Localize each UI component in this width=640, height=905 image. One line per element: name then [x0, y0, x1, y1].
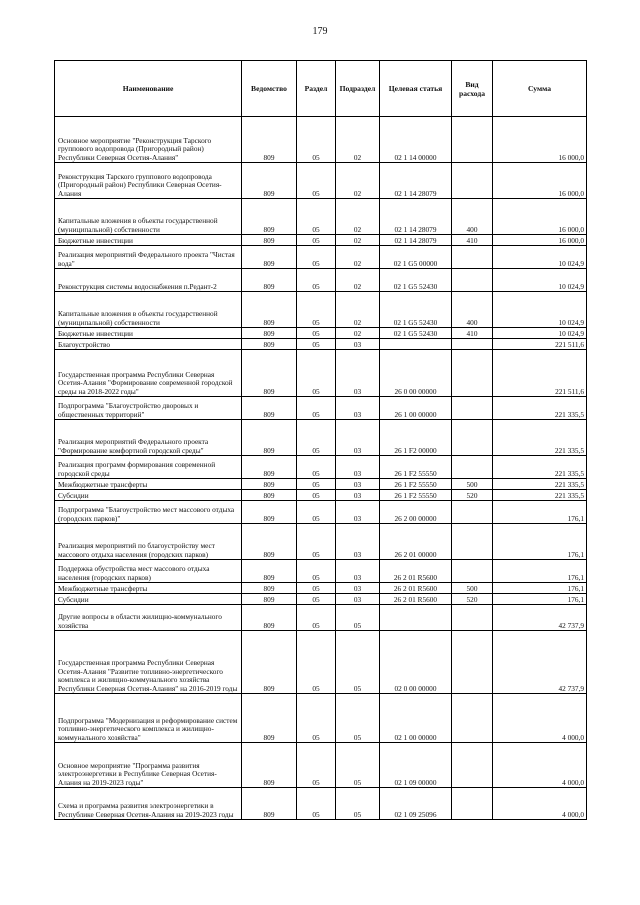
table-row — [55, 594, 587, 605]
row-name-cell: Субсидии — [55, 594, 242, 605]
header-department: Ведомство — [242, 61, 297, 117]
table-row — [55, 631, 587, 694]
row-department-cell: 809 — [242, 560, 297, 583]
row-name-cell: Реализация мероприятий Федерального проекта "Чистая вода" — [55, 246, 242, 269]
row-name-cell: Подпрограмма "Благоустройство мест массового отдыха (городских парков)" — [55, 501, 242, 524]
row-section-cell: 05 — [297, 420, 336, 456]
row-department-cell: 809 — [242, 743, 297, 788]
row-name-cell: Государственная программа Республики Северная Осетия-Алания "Развитие топливно-энергетического комплекса и жилищно-коммунального хозяйства Республики Северная Осетия-Алания" на 2016-2019 годы — [55, 631, 242, 694]
row-expense-type-cell — [452, 246, 493, 269]
row-expense-type-cell — [452, 560, 493, 583]
row-department-cell: 809 — [242, 631, 297, 694]
row-subsection-cell: 03 — [336, 420, 380, 456]
row-subsection-cell: 03 — [336, 350, 380, 397]
table-row — [55, 479, 587, 490]
row-name-cell: Бюджетные инвестиции — [55, 235, 242, 246]
row-section-cell: 05 — [297, 199, 336, 235]
table-row — [55, 605, 587, 631]
row-amount-cell: 10 024,9 — [493, 269, 587, 292]
row-target-article-cell: 02 1 14 28079 — [380, 163, 452, 199]
row-name-cell: Капитальные вложения в объекты государственной (муниципальной) собственности — [55, 199, 242, 235]
row-department-cell: 809 — [242, 397, 297, 420]
header-name: Наименование — [55, 61, 242, 117]
row-subsection-cell: 03 — [336, 479, 380, 490]
row-subsection-cell: 05 — [336, 631, 380, 694]
row-amount-cell: 10 024,9 — [493, 328, 587, 339]
row-amount-cell: 221 335,5 — [493, 456, 587, 479]
row-department-cell: 809 — [242, 350, 297, 397]
row-department-cell: 809 — [242, 235, 297, 246]
row-section-cell: 05 — [297, 269, 336, 292]
row-section-cell: 05 — [297, 235, 336, 246]
row-name-cell: Поддержка обустройства мест массового отдыха населения (городских парков) — [55, 560, 242, 583]
row-target-article-cell: 26 1 F2 55550 — [380, 479, 452, 490]
row-name-cell: Межбюджетные трансферты — [55, 583, 242, 594]
budget-table — [54, 60, 587, 820]
row-amount-cell: 4 000,0 — [493, 743, 587, 788]
row-expense-type-cell — [452, 788, 493, 820]
table-row — [55, 292, 587, 328]
row-name-cell: Бюджетные инвестиции — [55, 328, 242, 339]
row-department-cell: 809 — [242, 269, 297, 292]
row-subsection-cell: 02 — [336, 246, 380, 269]
row-expense-type-cell — [452, 456, 493, 479]
row-section-cell: 05 — [297, 397, 336, 420]
row-section-cell: 05 — [297, 501, 336, 524]
row-expense-type-cell — [452, 397, 493, 420]
row-amount-cell: 42 737,9 — [493, 631, 587, 694]
header-expense-type: Вид расхода — [452, 61, 493, 117]
row-department-cell: 809 — [242, 524, 297, 560]
row-name-cell: Реализация мероприятий Федерального проекта "Формирование комфортной городской среды" — [55, 420, 242, 456]
row-target-article-cell: 02 1 14 28079 — [380, 235, 452, 246]
row-department-cell: 809 — [242, 594, 297, 605]
row-amount-cell: 176,1 — [493, 524, 587, 560]
row-target-article-cell — [380, 339, 452, 350]
row-section-cell: 05 — [297, 163, 336, 199]
row-amount-cell: 42 737,9 — [493, 605, 587, 631]
row-expense-type-cell — [452, 269, 493, 292]
row-department-cell: 809 — [242, 501, 297, 524]
row-section-cell: 05 — [297, 350, 336, 397]
row-expense-type-cell — [452, 694, 493, 743]
row-subsection-cell: 02 — [336, 199, 380, 235]
row-target-article-cell: 02 1 09 25096 — [380, 788, 452, 820]
page-number: 179 — [312, 26, 328, 37]
row-subsection-cell: 02 — [336, 117, 380, 163]
row-subsection-cell: 02 — [336, 292, 380, 328]
table-body — [55, 117, 587, 820]
header-section: Раздел — [297, 61, 336, 117]
row-amount-cell: 16 000,0 — [493, 117, 587, 163]
row-name-cell: Реконструкция системы водоснабжения п.Редант-2 — [55, 269, 242, 292]
row-section-cell: 05 — [297, 246, 336, 269]
row-department-cell: 809 — [242, 246, 297, 269]
table-row — [55, 339, 587, 350]
row-target-article-cell: 26 1 00 00000 — [380, 397, 452, 420]
row-department-cell: 809 — [242, 163, 297, 199]
row-amount-cell: 4 000,0 — [493, 694, 587, 743]
row-expense-type-cell — [452, 631, 493, 694]
row-department-cell: 809 — [242, 456, 297, 479]
row-target-article-cell: 02 1 G5 00000 — [380, 246, 452, 269]
table-row — [55, 163, 587, 199]
table-row — [55, 246, 587, 269]
header-amount: Сумма — [493, 61, 587, 117]
row-subsection-cell: 02 — [336, 328, 380, 339]
row-name-cell: Основное мероприятие "Программа развития электроэнергетики в Республике Северная Осетия-Алания на 2019-2023 годы" — [55, 743, 242, 788]
row-expense-type-cell: 400 — [452, 199, 493, 235]
row-name-cell: Реконструкция Тарского группового водопровода (Пригородный район) Республики Северная Осетия-Алания — [55, 163, 242, 199]
row-target-article-cell: 02 1 00 00000 — [380, 694, 452, 743]
row-subsection-cell: 03 — [336, 594, 380, 605]
row-amount-cell: 176,1 — [493, 560, 587, 583]
row-subsection-cell: 03 — [336, 339, 380, 350]
row-section-cell: 05 — [297, 583, 336, 594]
row-expense-type-cell — [452, 350, 493, 397]
table-row — [55, 199, 587, 235]
row-target-article-cell: 02 1 14 28079 — [380, 199, 452, 235]
row-department-cell: 809 — [242, 490, 297, 501]
row-subsection-cell: 03 — [336, 490, 380, 501]
header-target-article: Целевая статья — [380, 61, 452, 117]
table-row — [55, 269, 587, 292]
row-section-cell: 05 — [297, 456, 336, 479]
row-subsection-cell: 03 — [336, 397, 380, 420]
row-name-cell: Благоустройство — [55, 339, 242, 350]
row-name-cell: Межбюджетные трансферты — [55, 479, 242, 490]
row-subsection-cell: 05 — [336, 743, 380, 788]
row-section-cell: 05 — [297, 694, 336, 743]
table-row — [55, 420, 587, 456]
row-amount-cell: 16 000,0 — [493, 235, 587, 246]
row-department-cell: 809 — [242, 117, 297, 163]
row-expense-type-cell — [452, 605, 493, 631]
row-amount-cell: 221 335,5 — [493, 479, 587, 490]
row-name-cell: Субсидии — [55, 490, 242, 501]
row-amount-cell: 221 511,6 — [493, 350, 587, 397]
row-amount-cell: 10 024,9 — [493, 292, 587, 328]
row-subsection-cell: 02 — [336, 269, 380, 292]
row-subsection-cell: 02 — [336, 235, 380, 246]
row-department-cell: 809 — [242, 479, 297, 490]
table-row — [55, 456, 587, 479]
row-expense-type-cell: 520 — [452, 594, 493, 605]
row-amount-cell: 16 000,0 — [493, 163, 587, 199]
row-target-article-cell: 26 1 F2 55550 — [380, 456, 452, 479]
row-subsection-cell: 05 — [336, 694, 380, 743]
header-subsection: Подраздел — [336, 61, 380, 117]
row-name-cell: Реализация мероприятий по благоустройству мест массового отдыха населения (городских парков) — [55, 524, 242, 560]
row-amount-cell: 16 000,0 — [493, 199, 587, 235]
row-target-article-cell: 26 2 00 00000 — [380, 501, 452, 524]
row-amount-cell: 221 511,6 — [493, 339, 587, 350]
row-name-cell: Капитальные вложения в объекты государственной (муниципальной) собственности — [55, 292, 242, 328]
row-section-cell: 05 — [297, 117, 336, 163]
row-name-cell: Реализация программ формирования современной городской среды — [55, 456, 242, 479]
row-amount-cell: 221 335,5 — [493, 490, 587, 501]
table-row — [55, 524, 587, 560]
row-target-article-cell: 02 1 G5 52430 — [380, 292, 452, 328]
row-section-cell: 05 — [297, 631, 336, 694]
row-expense-type-cell — [452, 117, 493, 163]
row-subsection-cell: 03 — [336, 524, 380, 560]
row-subsection-cell: 03 — [336, 560, 380, 583]
row-target-article-cell: 26 1 F2 00000 — [380, 420, 452, 456]
row-section-cell: 05 — [297, 490, 336, 501]
row-section-cell: 05 — [297, 560, 336, 583]
row-amount-cell: 176,1 — [493, 583, 587, 594]
table-row — [55, 583, 587, 594]
table-row — [55, 328, 587, 339]
row-section-cell: 05 — [297, 479, 336, 490]
row-subsection-cell: 05 — [336, 788, 380, 820]
row-section-cell: 05 — [297, 743, 336, 788]
row-section-cell: 05 — [297, 524, 336, 560]
row-expense-type-cell — [452, 163, 493, 199]
row-target-article-cell: 26 2 01 R5600 — [380, 594, 452, 605]
row-section-cell: 05 — [297, 594, 336, 605]
row-expense-type-cell — [452, 524, 493, 560]
table-row — [55, 397, 587, 420]
row-amount-cell: 176,1 — [493, 501, 587, 524]
row-expense-type-cell: 520 — [452, 490, 493, 501]
table-row — [55, 235, 587, 246]
row-subsection-cell: 03 — [336, 456, 380, 479]
row-department-cell: 809 — [242, 788, 297, 820]
row-target-article-cell: 26 1 F2 55550 — [380, 490, 452, 501]
row-target-article-cell: 26 2 01 R5600 — [380, 583, 452, 594]
row-amount-cell: 221 335,5 — [493, 397, 587, 420]
row-amount-cell: 4 000,0 — [493, 788, 587, 820]
row-section-cell: 05 — [297, 328, 336, 339]
row-expense-type-cell — [452, 420, 493, 456]
row-target-article-cell: 26 2 01 00000 — [380, 524, 452, 560]
row-name-cell: Подпрограмма "Модернизация и реформирование систем топливно-энергетического комплекса и жилищно-коммунального хозяйства" — [55, 694, 242, 743]
row-target-article-cell: 26 2 01 R5600 — [380, 560, 452, 583]
row-target-article-cell: 02 1 09 00000 — [380, 743, 452, 788]
row-department-cell: 809 — [242, 583, 297, 594]
row-target-article-cell: 02 1 G5 52430 — [380, 269, 452, 292]
table-row — [55, 743, 587, 788]
row-expense-type-cell: 410 — [452, 235, 493, 246]
row-expense-type-cell: 500 — [452, 479, 493, 490]
row-expense-type-cell: 410 — [452, 328, 493, 339]
table-row — [55, 490, 587, 501]
row-target-article-cell — [380, 605, 452, 631]
row-target-article-cell: 02 1 14 00000 — [380, 117, 452, 163]
row-amount-cell: 176,1 — [493, 594, 587, 605]
row-section-cell: 05 — [297, 292, 336, 328]
row-name-cell: Государственная программа Республики Северная Осетия-Алания "Формирование современной городской среды на 2018-2022 годы" — [55, 350, 242, 397]
row-name-cell: Другие вопросы в области жилищно-коммунального хозяйства — [55, 605, 242, 631]
row-target-article-cell: 02 1 G5 52430 — [380, 328, 452, 339]
row-section-cell: 05 — [297, 605, 336, 631]
row-target-article-cell: 02 0 00 00000 — [380, 631, 452, 694]
row-subsection-cell: 02 — [336, 163, 380, 199]
row-subsection-cell: 05 — [336, 605, 380, 631]
row-expense-type-cell — [452, 339, 493, 350]
row-subsection-cell: 03 — [336, 501, 380, 524]
table-row — [55, 501, 587, 524]
row-expense-type-cell: 400 — [452, 292, 493, 328]
row-department-cell: 809 — [242, 694, 297, 743]
table-row — [55, 560, 587, 583]
row-amount-cell: 10 024,9 — [493, 246, 587, 269]
row-name-cell: Схема и программа развития электроэнергетики в Республике Северная Осетия-Алания на 2019-2023 годы — [55, 788, 242, 820]
row-target-article-cell: 26 0 00 00000 — [380, 350, 452, 397]
row-department-cell: 809 — [242, 420, 297, 456]
row-department-cell: 809 — [242, 339, 297, 350]
row-name-cell: Подпрограмма "Благоустройство дворовых и общественных территорий" — [55, 397, 242, 420]
row-department-cell: 809 — [242, 605, 297, 631]
row-name-cell: Основное мероприятие "Реконструкция Тарского группового водопровода (Пригородный район) Республики Северная Осетия-Алания" — [55, 117, 242, 163]
row-department-cell: 809 — [242, 292, 297, 328]
row-expense-type-cell — [452, 501, 493, 524]
table-row — [55, 350, 587, 397]
row-expense-type-cell — [452, 743, 493, 788]
table-row — [55, 117, 587, 163]
row-subsection-cell: 03 — [336, 583, 380, 594]
row-section-cell: 05 — [297, 788, 336, 820]
row-section-cell: 05 — [297, 339, 336, 350]
row-amount-cell: 221 335,5 — [493, 420, 587, 456]
row-expense-type-cell: 500 — [452, 583, 493, 594]
table-row — [55, 788, 587, 820]
table-header-row — [55, 61, 587, 117]
row-department-cell: 809 — [242, 328, 297, 339]
table-row — [55, 694, 587, 743]
row-department-cell: 809 — [242, 199, 297, 235]
